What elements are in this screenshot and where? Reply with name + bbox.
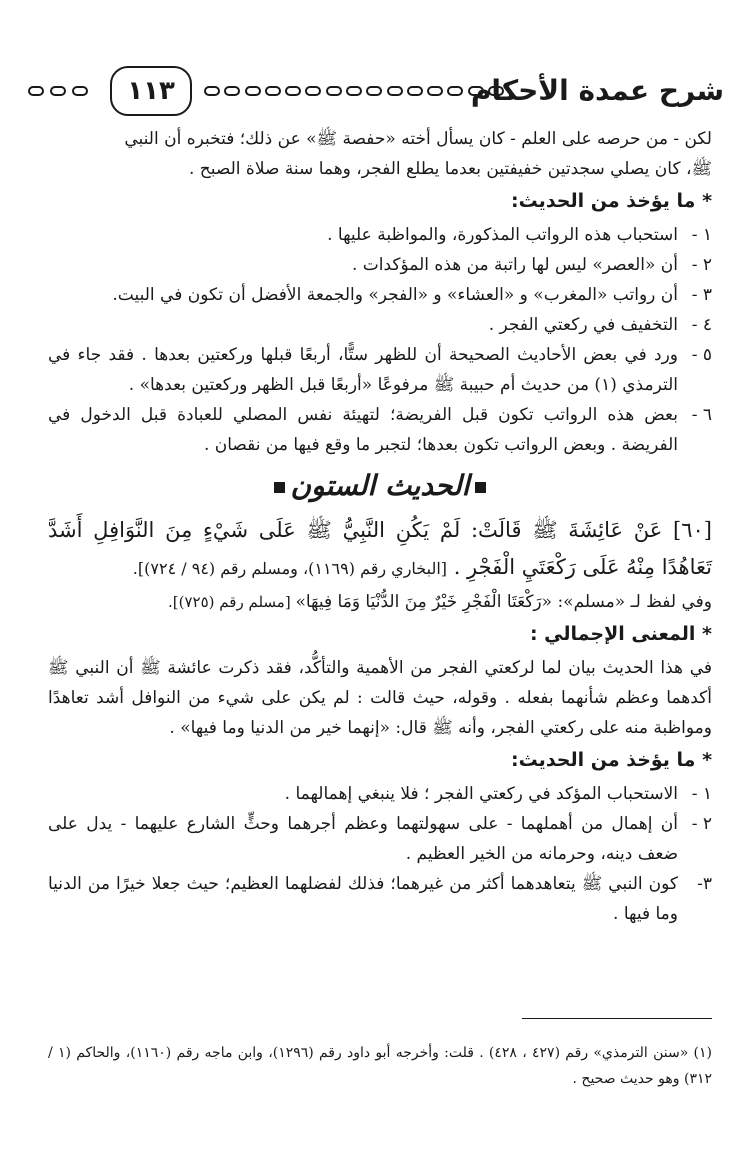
hadith-alt-wording: وفي لفظ لـ «مسلم»: «رَكْعَتَا الْفَجْرِ خَيْرٌ مِنَ الدُّنْيَا وَمَا فِيهَا» [مسلم رقم (٧٢٥)]. [168, 592, 712, 612]
footnote: (١) «سنن الترمذي» رقم (٤٢٧ ، ٤٢٨) . قلت: وأخرجه أبو داود رقم (١٢٩٦)، وابن ماجه رقم (١١٦٠)، والحاكم (١ / ٣١٢) وهو حديث صحيح . [48, 1045, 712, 1087]
section-heading-takeaways-2: * ما يؤخذ من الحديث: [510, 749, 712, 771]
list-item: ١ - الاستحباب المؤكد في ركعتي الفجر ؛ فلا ينبغي إهمالهما . [284, 784, 712, 804]
section-heading-summary: * المعنى الإجمالي : [529, 623, 712, 645]
intro-line-1: لكن - من حرصه على العلم - كان يسأل أخته «حفصة ﷺ» عن ذلك؛ فتخبره أن النبي [124, 129, 712, 149]
takeaways-list [48, 220, 712, 460]
square-ornament-icon [274, 482, 285, 493]
book-title: شرح عمدة الأحكام [470, 74, 724, 107]
hadith-reference: [البخاري رقم (١١٦٩)، ومسلم رقم (٩٤ / ٧٢٤)]. [132, 559, 448, 578]
page-header [28, 62, 728, 124]
intro-line-2: ﷺ، كان يصلي سجدتين خفيفتين بعدما يطلع الفجر، وهما سنة صلاة الصبح . [188, 159, 712, 179]
main-text [48, 124, 712, 929]
list-item: ٤ - التخفيف في ركعتي الفجر . [488, 315, 712, 335]
square-ornament-icon [475, 482, 486, 493]
list-item: ٦ - بعض هذه الرواتب تكون قبل الفريضة؛ لتهيئة نفس المصلي للعبادة قبل الدخول في الفريضة . وبعض الرواتب تكون بعدها؛ لتجبر ما وقع فيها من نقصان . [48, 405, 712, 455]
list-item: ١ - استحباب هذه الرواتب المذكورة، والمواظبة عليها . [327, 225, 712, 245]
footnote-divider [522, 1018, 712, 1019]
list-item: ٣ - أن رواتب «المغرب» و «العشاء» و «الفجر» والجمعة الأفضل أن تكون في البيت. [112, 285, 712, 305]
header-ornament-short [28, 84, 88, 98]
page-number: ١١٣ [110, 66, 192, 116]
hadith-section-title: الحديث الستون [48, 462, 712, 510]
hadith-text: [٦٠] عَنْ عَائِشَةَ ﷺ قَالَتْ: لَمْ يَكُنِ النَّبِيُّ ﷺ عَلَى شَيْءٍ مِنَ النَّوَافِلِ أَشَدَّ تَعَاهُدًا مِنْهُ عَلَى رَكْعَتَيِ الْفَجْرِ . [البخاري رقم (١١٦٩)، ومسلم رقم (٩٤ / ٧٢٤)]. [48, 518, 712, 579]
header-ornament-long [204, 84, 504, 98]
section-heading-takeaways: * ما يؤخذ من الحديث: [510, 190, 712, 212]
takeaways-list-2 [48, 779, 712, 929]
list-item: ٥ - ورد في بعض الأحاديث الصحيحة أن للظهر ستًّا، أربعًا قبلها وركعتين بعدها . فقد جاء في الترمذي (١) من حديث أم حبيبة ﷺ مرفوعًا «أربعًا قبل الظهر وركعتين بعدها» . [48, 345, 712, 395]
list-item: ٣- كون النبي ﷺ يتعاهدهما أكثر من غيرهما؛ فذلك لفضلهما العظيم؛ حيث جعلا خيرًا من الدنيا وما فيها . [48, 874, 712, 924]
summary-paragraph: في هذا الحديث بيان لما لركعتي الفجر من الأهمية والتأكُّد، فقد ذكرت عائشة ﷺ أن النبي ﷺ أكدهما وعظم شأنهما بفعله . وقوله، حيث قالت : لم يكن على شيء من النوافل أشد تعاهدًا ومواظبة منه على ركعتي الفجر، وأنه ﷺ قال: «إنهما خير من الدنيا وما فيها» . [48, 658, 712, 738]
list-item: ٢ - أن إهمال من أهملهما - على سهولتهما وعظم أجرهما وحثٍّ الشارع عليهما - يدل على ضعف دينه، وحرمانه من الخير العظيم . [48, 814, 712, 864]
list-item: ٢ - أن «العصر» ليس لها راتبة من هذه المؤكدات . [351, 255, 712, 275]
